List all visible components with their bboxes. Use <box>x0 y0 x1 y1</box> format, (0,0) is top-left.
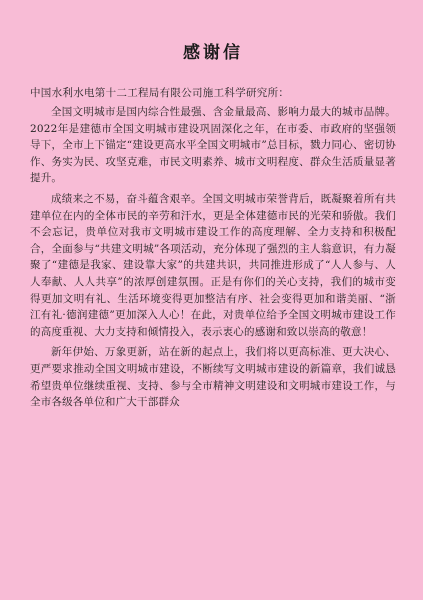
paragraph-1: 全国文明城市是国内综合性最强、含金量最高、影响力最大的城市品牌。2022年是建德市全国文明城市建设巩固深化之年，在市委、市政府的坚强领导下，全市上下锚定“建设更高水平全国文明城市”总目标，戮力同心、密切协作、务实为民、攻坚克难，市民文明素养、城市文明程度、群众生活质量显著提升。 <box>30 106 396 185</box>
paragraph-3: 新年伊始、万象更新，站在新的起点上，我们将以更高标准、更大决心、更严要求推动全国文明城市建设，不断续写文明城市建设的新篇章，我们诚恳希望贵单位继续重视、支持、参与全市精神文明建设和文明城市建设工作，与全市各级各单位和广大干部群众 <box>30 346 396 409</box>
letter-salutation: 中国水利水电第十二工程局有限公司施工科学研究所： <box>30 87 290 99</box>
letter-body <box>30 38 396 415</box>
letter-title: 感谢信 <box>183 43 243 63</box>
paragraph-2: 成绩来之不易，奋斗蕴含艰辛。全国文明城市荣誉背后，既凝聚着所有共建单位在内的全体市民的辛劳和汗水，更是全体建德市民的光荣和骄傲。我们不会忘记，贵单位对我市文明城市建设工作的高度理解、全力支持和积极配合，全面参与“共建文明城”各项活动，充分体现了强烈的主人翁意识，有力凝聚了“建德是我家、建设靠大家”的共建共识，共同推进形成了“人人参与、人人奉献、人人共享”的浓厚创建氛围。正是有你们的关心支持，我们的城市变得更加文明有礼、生活环境变得更加整洁有序、社会变得更加和谐美丽、“浙江有礼·德润建德”更加深入人心！在此，对贵单位给予全国文明城市建设工作的高度重视、大力支持和倾情投入，表示衷心的感谢和致以崇高的敬意！ <box>30 192 396 338</box>
